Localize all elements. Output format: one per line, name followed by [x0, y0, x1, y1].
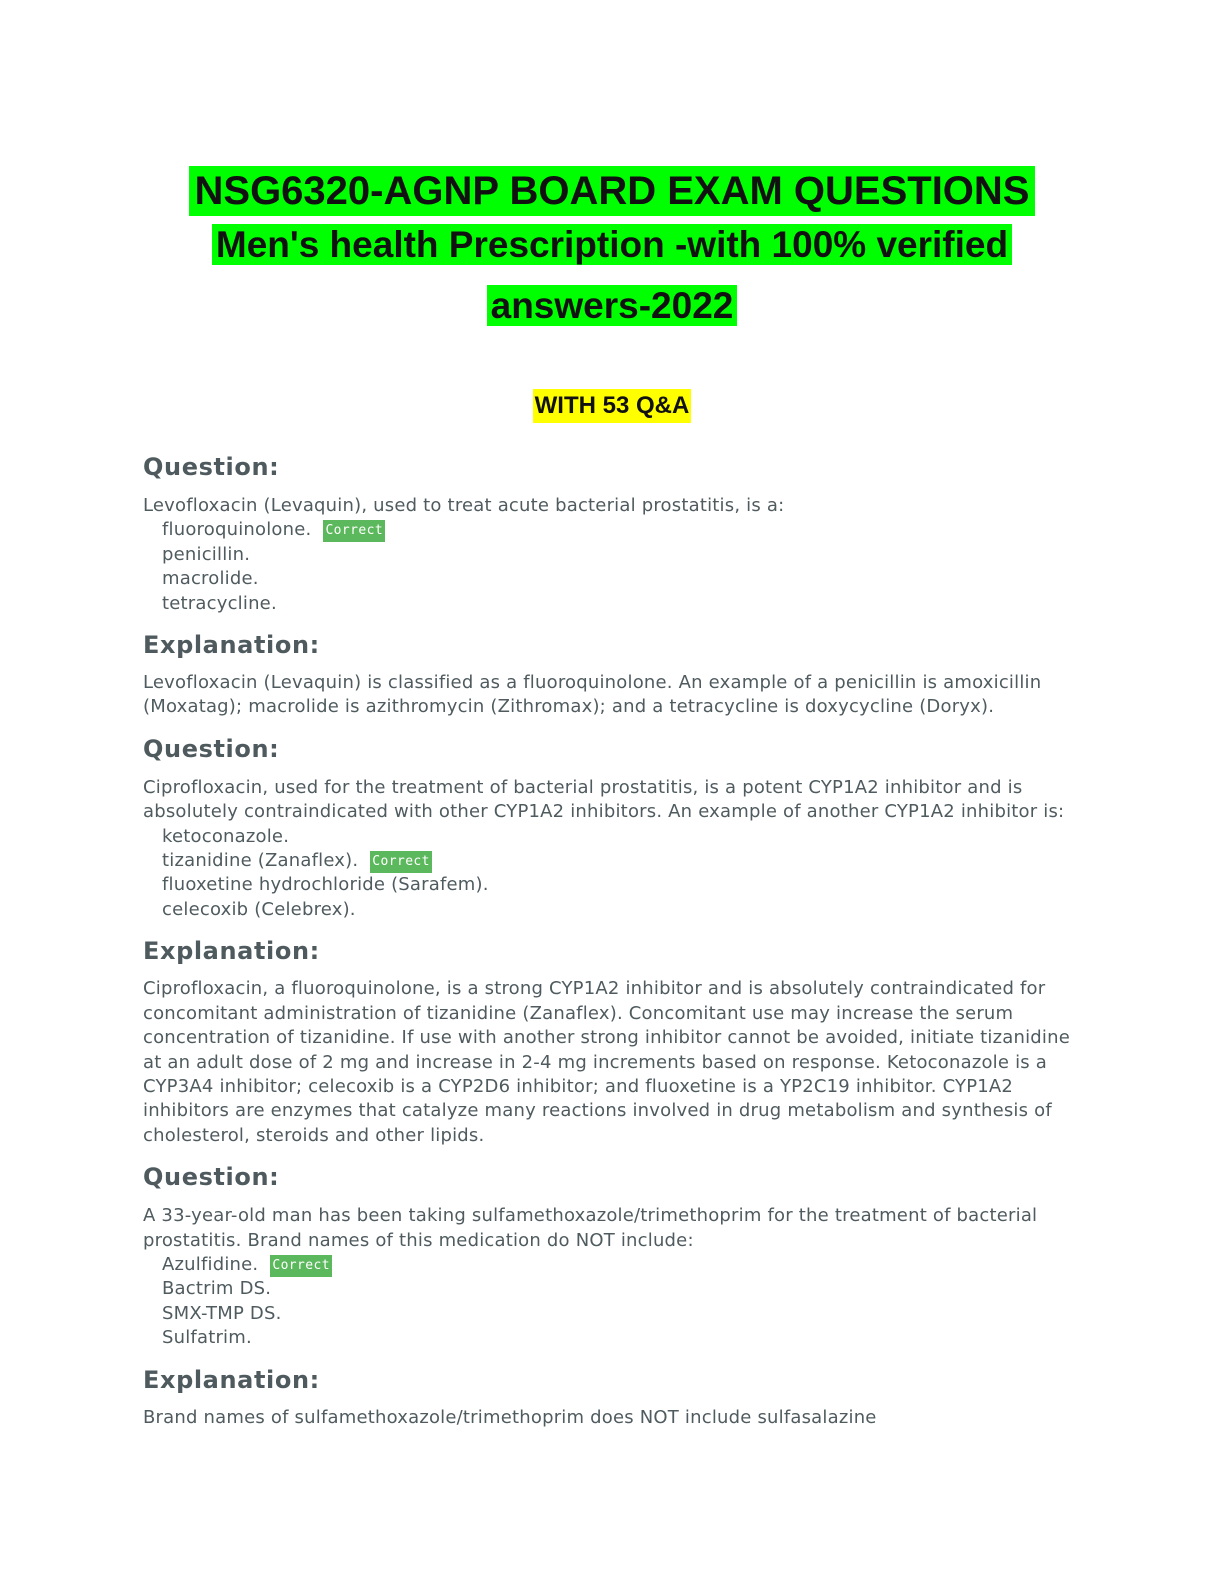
- question-heading: Question:: [143, 734, 280, 763]
- answer-option: [162, 567, 1083, 591]
- option-text: tizanidine (Zanaflex).: [162, 850, 359, 872]
- option-text: SMX-TMP DS.: [162, 1302, 282, 1324]
- explanation-heading: Explanation:: [143, 631, 320, 660]
- option-text: tetracycline.: [162, 592, 277, 614]
- qa-count-badge: WITH 53 Q&A: [533, 389, 692, 423]
- option-text: Bactrim DS.: [162, 1278, 272, 1300]
- qa-item: [143, 732, 1083, 1148]
- answer-option: [162, 825, 1083, 849]
- qa-item: [143, 1160, 1083, 1430]
- qa-content: [143, 450, 1083, 1430]
- subtitle-box: [182, 218, 1042, 340]
- question-text: Levofloxacin (Levaquin), used to treat acute bacterial prostatitis, is a:: [143, 495, 785, 516]
- question-heading: Question:: [143, 1163, 280, 1192]
- option-text: ketoconazole.: [162, 825, 290, 847]
- explanation-heading: Explanation:: [143, 937, 320, 966]
- qa-item: [143, 450, 1083, 720]
- option-text: fluoxetine hydrochloride (Sarafem).: [162, 874, 489, 896]
- option-text: penicillin.: [162, 543, 251, 565]
- answer-option: [162, 898, 1083, 922]
- answer-options: [143, 825, 1083, 923]
- answer-option: [162, 849, 1083, 873]
- answer-options: [143, 518, 1083, 616]
- answer-option: [162, 873, 1083, 897]
- option-text: Azulfidine.: [162, 1253, 259, 1275]
- document-subtitle: Men's health Prescription -with 100% verified answers-2022: [212, 224, 1012, 326]
- answer-option: [162, 1326, 1083, 1350]
- correct-badge: Correct: [270, 1255, 332, 1277]
- explanation-heading: Explanation:: [143, 1365, 320, 1394]
- title-block: [0, 166, 1224, 340]
- document-title: NSG6320-AGNP BOARD EXAM QUESTIONS: [189, 166, 1036, 216]
- answer-option: [162, 1253, 1083, 1277]
- answer-option: [162, 592, 1083, 616]
- answer-option: [162, 1277, 1083, 1301]
- option-text: fluoroquinolone.: [162, 519, 312, 541]
- question-text: Ciprofloxacin, used for the treatment of bacterial prostatitis, is a potent CYP1A2 inhibitor and is absolutely contraindicated with other CYP1A2 inhibitors. An example of another CYP1A2 inhibitor is:: [143, 776, 1065, 823]
- answer-options: [143, 1253, 1083, 1351]
- answer-option: [162, 518, 1083, 542]
- explanation-text: Ciprofloxacin, a fluoroquinolone, is a strong CYP1A2 inhibitor and is absolutely contraindicated for concomitant administration of tizanidine (Zanaflex). Concomitant use may increase the serum concentration of tizanidine. If use with another strong inhibitor cannot be avoided, initiate tizanidine at an adult dose of 2 mg and increase in 2-4 mg increments based on response. Ketoconazole is a CYP3A4 inhibitor; celecoxib is a CYP2D6 inhibitor; and fluoxetine is a YP2C19 inhibitor. CYP1A2 inhibitors are enzymes that catalyze many reactions involved in drug metabolism and synthesis of cholesterol, steroids and other lipids.: [143, 978, 1071, 1146]
- option-text: macrolide.: [162, 568, 259, 590]
- correct-badge: Correct: [323, 520, 385, 542]
- option-text: celecoxib (Celebrex).: [162, 898, 356, 920]
- correct-badge: Correct: [370, 851, 432, 873]
- answer-option: [162, 543, 1083, 567]
- answer-option: [162, 1302, 1083, 1326]
- question-text: A 33-year-old man has been taking sulfamethoxazole/trimethoprim for the treatment of bacterial prostatitis. Brand names of this medication do NOT include:: [143, 1205, 1038, 1251]
- option-text: Sulfatrim.: [162, 1327, 252, 1349]
- explanation-text: Brand names of sulfamethoxazole/trimethoprim does NOT include sulfasalazine: [143, 1406, 877, 1428]
- question-heading: Question:: [143, 453, 280, 481]
- explanation-text: Levofloxacin (Levaquin) is classified as a fluoroquinolone. An example of a penicillin is amoxicillin (Moxatag); macrolide is azithromycin (Zithromax); and a tetracycline is doxycycline (Doryx).: [143, 672, 1042, 718]
- qa-count-row: [0, 389, 1224, 423]
